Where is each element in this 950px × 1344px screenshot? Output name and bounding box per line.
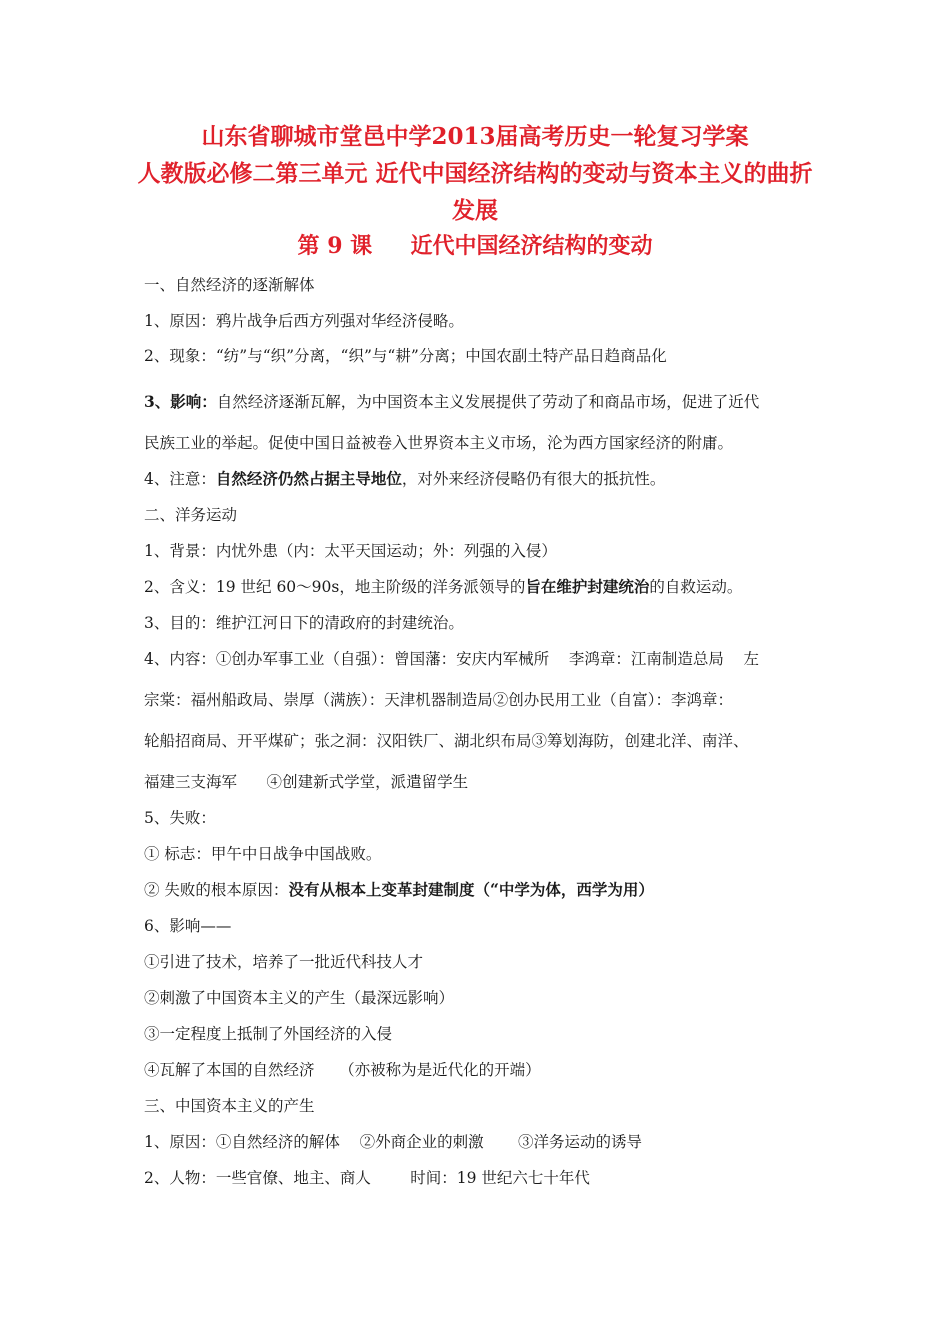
section-heading-natural-economy: 一、自然经济的逐渐解体 — [144, 276, 315, 294]
s2-meaning-pre: 2、含义：19 世纪 60～90s，地主阶级的洋务派领导的 — [144, 578, 526, 596]
title-line-1: 山东省聊城市堂邑中学2013届高考历史一轮复习学案 — [201, 123, 749, 150]
s2-influence-1: ①引进了技术，培养了一批近代科技人才 — [144, 953, 424, 971]
title-line-2: 人教版必修二第三单元 近代中国经济结构的变动与资本主义的曲折 — [137, 160, 813, 187]
s2-content-3: 轮船招商局、开平煤矿；张之洞：汉阳铁厂、湖北织布局③筹划海防，创建北洋、南洋、 — [144, 732, 749, 750]
document-title — [120, 118, 830, 229]
s2-purpose: 3、目的：维护江河日下的清政府的封建统治。 — [144, 614, 464, 632]
s2-background: 1、背景：内忧外患（内：太平天国运动；外：列强的入侵） — [144, 542, 557, 560]
s2-meaning-post: 的自救运动。 — [649, 578, 743, 596]
s1-note — [144, 468, 665, 490]
lesson-title: 第 9 课 近代中国经济结构的变动 — [297, 233, 653, 259]
s1-cause: 1、原因：鸦片战争后西方列强对华经济侵略。 — [144, 312, 464, 330]
s2-failure-root — [144, 879, 654, 901]
s1-impact-label: 3、影响： — [144, 392, 217, 411]
s1-impact-continued: 民族工业的举起。促使中国日益被卷入世界资本主义市场，沦为西方国家经济的附庸。 — [144, 434, 734, 452]
s2-failure: 5、失败： — [144, 809, 216, 827]
s2-meaning-bold: 旨在维护封建统治 — [525, 577, 650, 596]
section-heading-westernization: 二、洋务运动 — [144, 506, 238, 524]
s1-note-bold: 自然经济仍然占据主导地位 — [215, 469, 402, 488]
s2-influence-4: ④瓦解了本国的自然经济 （亦被称为是近代化的开端） — [144, 1061, 541, 1079]
s2-content-4: 福建三支海军 ④创建新式学堂，派遣留学生 — [144, 773, 469, 791]
s1-note-label: 4、注意： — [144, 470, 216, 488]
s2-influence-2: ②刺激了中国资本主义的产生（最深远影响） — [144, 989, 455, 1007]
s2-failure-root-label: ② 失败的根本原因： — [144, 881, 289, 899]
title-line-3: 发展 — [452, 197, 498, 224]
s1-note-rest: ，对外来经济侵略仍有很大的抵抗性。 — [401, 470, 666, 488]
s1-phenomenon: 2、现象：“纺”与“织”分离，“织”与“耕”分离；中国农副土特产品日趋商品化 — [144, 347, 667, 365]
s1-impact-text: 自然经济逐渐瓦解，为中国资本主义发展提供了劳动了和商品市场，促进了近代 — [216, 393, 760, 411]
section-heading-capitalism: 三、中国资本主义的产生 — [144, 1097, 315, 1115]
s2-content-2: 宗棠：福州船政局、崇厚（满族）：天津机器制造局②创办民用工业（自富）：李鸿章： — [144, 691, 734, 709]
s3-cause: 1、原因：①自然经济的解体 ②外商企业的刺激 ③洋务运动的诱导 — [144, 1133, 643, 1151]
s2-influence-3: ③一定程度上抵制了外国经济的入侵 — [144, 1025, 393, 1043]
s2-failure-sign: ① 标志：甲午中日战争中国战败。 — [144, 845, 382, 863]
s2-content-1: 4、内容：①创办军事工业（自强）：曾国藩：安庆内军械所 李鸿章：江南制造总局 左 — [144, 650, 760, 668]
s2-influence: 6、影响—— — [144, 917, 232, 935]
s3-people: 2、人物：一些官僚、地主、商人 时间：19 世纪六七十年代 — [144, 1169, 590, 1187]
s1-impact — [144, 391, 759, 413]
s2-failure-root-bold: 没有从根本上变革封建制度（“中学为体，西学为用） — [288, 880, 654, 899]
s2-meaning — [144, 576, 742, 598]
